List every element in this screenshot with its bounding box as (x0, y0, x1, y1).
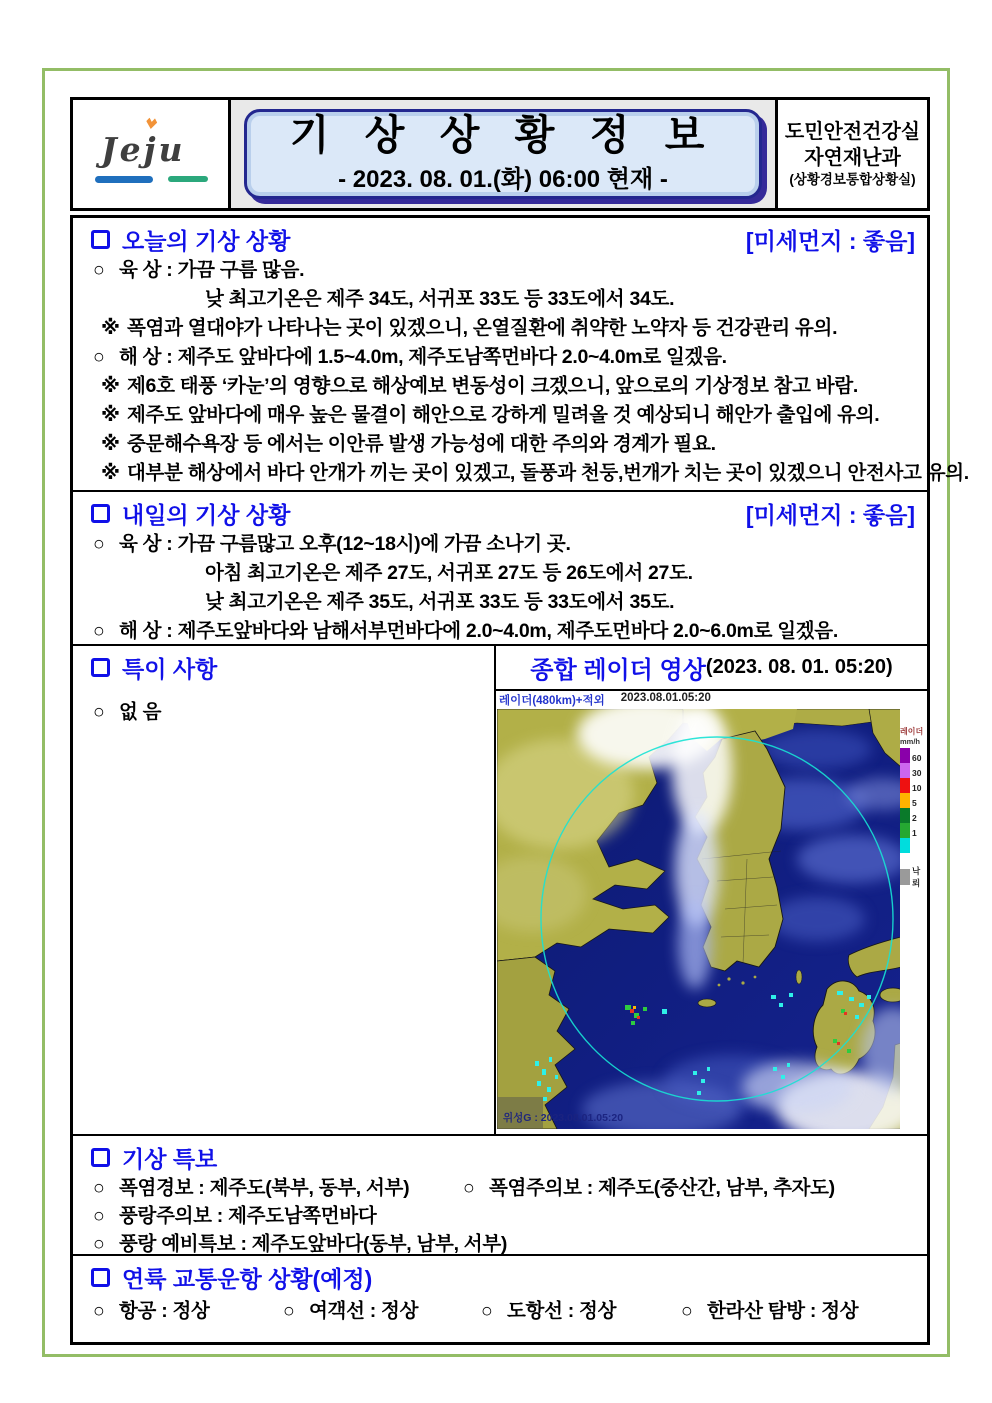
warning-line (81, 1202, 921, 1230)
legend-level (900, 808, 927, 823)
line-text: 아침 최고기온은 제주 27도, 서귀포 27도 등 26도에서 27도. (205, 562, 693, 584)
radar-source-row (499, 692, 711, 708)
warning-line (81, 1230, 921, 1258)
legend-label: 5 (912, 798, 917, 808)
line-text: 해 상 : 제주도앞바다와 남해서부먼바다에 2.0~4.0m, 제주도먼바다 2.0~6.0m로 일겠음. (119, 620, 838, 642)
legend-label: 30 (912, 768, 922, 778)
legend-swatch (900, 778, 910, 793)
department-line-1: 도민안전건강실 (784, 121, 921, 144)
jeju-logo-heart-icon (145, 117, 157, 129)
radar-map-image (497, 709, 901, 1129)
jeju-logo (73, 100, 228, 208)
legend-level (900, 838, 927, 853)
line-text: 폭염경보 : 제주도(북부, 동부, 서부) (119, 1177, 410, 1199)
header-title-cell (228, 100, 778, 208)
section-tomorrow-heading (81, 496, 921, 530)
bullet: ○ (93, 701, 105, 723)
weather-line (81, 617, 921, 646)
bullet: ○ (93, 620, 105, 642)
bullet: ○ (93, 1300, 105, 1322)
weather-line (81, 588, 921, 617)
legend-level (900, 763, 927, 778)
radar-title-time: (2023. 08. 01. 05:20) (705, 656, 893, 678)
legend-level (900, 778, 927, 793)
legend-lightning (900, 866, 927, 888)
checkbox-icon (91, 658, 110, 677)
header-table (70, 97, 930, 211)
weather-line (81, 430, 921, 459)
line-text: 풍랑주의보 : 제주도남쪽먼바다 (119, 1205, 377, 1227)
transport-item (681, 1294, 858, 1328)
department-line-2: 자연재난과 (804, 147, 901, 170)
line-text: 한라산 탐방 : 정상 (707, 1300, 859, 1322)
bullet: ○ (93, 346, 105, 368)
legend-swatch (900, 838, 910, 853)
section-special-radar (73, 646, 927, 1136)
bullet: ※ (101, 375, 120, 397)
legend-swatch (900, 763, 910, 778)
jeju-logo-green-bar (168, 176, 208, 182)
radar-source-label: 레이더(480km)+적외 (499, 695, 605, 707)
dust-status-badge: [미세먼지 : 좋음] (745, 227, 915, 254)
line-text: 낮 최고기온은 제주 35도, 서귀포 33도 등 33도에서 35도. (205, 591, 675, 613)
weather-line (81, 530, 921, 559)
section-title: 기상 특보 (122, 1145, 218, 1172)
checkbox-icon (91, 230, 110, 249)
weather-line (81, 285, 921, 314)
legend-title: 레이더 (900, 727, 924, 736)
section-today (73, 218, 969, 492)
radar-title-row (496, 646, 927, 691)
legend-label: 60 (912, 753, 922, 763)
line-text: 낮 최고기온은 제주 34도, 서귀포 33도 등 33도에서 34도. (205, 288, 675, 310)
weather-line (81, 372, 921, 401)
bullet: ○ (93, 533, 105, 555)
line-text: 여객선 : 정상 (309, 1300, 419, 1322)
section-title: 오늘의 기상 상황 (122, 227, 291, 254)
jeju-logo-blue-bar (95, 176, 153, 183)
legend-label: 낙뢰 (912, 866, 921, 888)
line-text: 항공 : 정상 (119, 1300, 210, 1322)
line-text: 중문해수욕장 등 에서는 이안류 발생 가능성에 대한 주의와 경계가 필요. (127, 433, 716, 455)
section-warnings-heading (81, 1140, 921, 1174)
bullet: ○ (481, 1300, 493, 1322)
jeju-logo-text: Jeju (101, 130, 186, 169)
legend-swatch (900, 808, 910, 823)
special-none-line (81, 698, 488, 727)
weather-line (81, 314, 921, 343)
section-tomorrow (73, 492, 927, 646)
bullet: ○ (681, 1300, 693, 1322)
bullet: ○ (93, 259, 105, 281)
legend-label: 10 (912, 783, 922, 793)
line-text: 폭염과 열대야가 나타나는 곳이 있겠으니, 온열질환에 취약한 노약자 등 건강관리 유의. (127, 317, 838, 339)
radar-image-area (496, 691, 927, 1134)
weather-line (81, 459, 969, 488)
section-today-heading (81, 222, 921, 256)
bullet: ※ (101, 317, 120, 339)
line-text: 제6호 태풍 ‘카눈’의 영향으로 해상예보 변동성이 크겠으니, 앞으로의 기상정보 참고 바람. (127, 375, 858, 397)
legend-level (900, 793, 927, 808)
bullet: ※ (101, 433, 120, 455)
report-subtitle: - 2023. 08. 01.(화) 06:00 현재 - (338, 165, 668, 193)
line-text: 없 음 (119, 701, 162, 723)
checkbox-icon (91, 504, 110, 523)
legend-label: 1 (912, 828, 917, 838)
checkbox-icon (91, 1148, 110, 1167)
line-text: 폭염주의보 : 제주도(중산간, 남부, 추자도) (489, 1177, 835, 1199)
department-info (778, 100, 927, 208)
line-text: 제주도 앞바다에 매우 높은 물결이 해안으로 강하게 밀려올 것 예상되니 해안가 출입에 유의. (127, 404, 880, 426)
legend-swatch (900, 823, 910, 838)
bullet: ○ (93, 1233, 105, 1255)
radar-title: 종합 레이더 영상 (530, 657, 706, 684)
transport-item (283, 1294, 481, 1328)
section-transport-heading (81, 1260, 921, 1294)
line-text: 대부분 해상에서 바다 안개가 끼는 곳이 있겠고, 돌풍과 천둥,번개가 치는 곳이 있겠으니 안전사고 유의. (127, 462, 969, 484)
section-transport (73, 1256, 927, 1342)
legend-level (900, 823, 927, 838)
line-text: 해 상 : 제주도 앞바다에 1.5~4.0m, 제주도남쪽먼바다 2.0~4.0m로 일겠음. (119, 346, 727, 368)
line-text: 육 상 : 가끔 구름 많음. (119, 259, 305, 281)
weather-line (81, 401, 921, 430)
bullet: ○ (93, 1205, 105, 1227)
section-title: 연륙 교통운항 상황(예정) (122, 1265, 373, 1292)
line-text: 풍랑 예비특보 : 제주도앞바다(동부, 남부, 서부) (119, 1233, 508, 1255)
radar-source-time: 2023.08.01.05:20 (620, 692, 711, 704)
transport-item (481, 1294, 681, 1328)
section-title: 특이 사항 (122, 655, 218, 682)
bullet: ※ (101, 462, 120, 484)
legend-swatch (900, 748, 910, 763)
section-warnings (73, 1136, 927, 1256)
checkbox-icon (91, 1268, 110, 1287)
section-special-heading (81, 650, 488, 684)
legend-label: 2 (912, 813, 917, 823)
bullet: ○ (93, 1177, 105, 1199)
weather-line (81, 343, 921, 372)
line-text: 육 상 : 가끔 구름많고 오후(12~18시)에 가끔 소나기 곳. (119, 533, 571, 555)
warning-line (81, 1174, 921, 1202)
bullet: ※ (101, 404, 120, 426)
transport-item (93, 1294, 283, 1328)
transport-line (81, 1294, 921, 1328)
radar-panel (496, 646, 927, 1134)
radar-legend (900, 709, 927, 1129)
radar-watermark: 위성G : 2023.08.01.05:20 (503, 1112, 624, 1124)
section-title: 내일의 기상 상황 (122, 501, 291, 528)
bullet: ○ (283, 1300, 295, 1322)
legend-swatch (900, 869, 910, 885)
special-notes-panel (73, 646, 496, 1134)
department-line-3: (상황경보통합상황실) (789, 172, 916, 188)
report-title: 기 상 상 황 정 보 (289, 112, 717, 159)
weather-line (81, 559, 921, 588)
line-text: 도항선 : 정상 (507, 1300, 617, 1322)
weather-line (81, 256, 921, 285)
report-body-table (70, 215, 969, 1345)
legend-swatch (900, 793, 910, 808)
legend-unit: mm/h (900, 737, 921, 746)
dust-status-badge: [미세먼지 : 좋음] (745, 501, 915, 528)
report-title-box (244, 109, 762, 199)
bullet: ○ (463, 1177, 475, 1199)
legend-level (900, 748, 927, 763)
